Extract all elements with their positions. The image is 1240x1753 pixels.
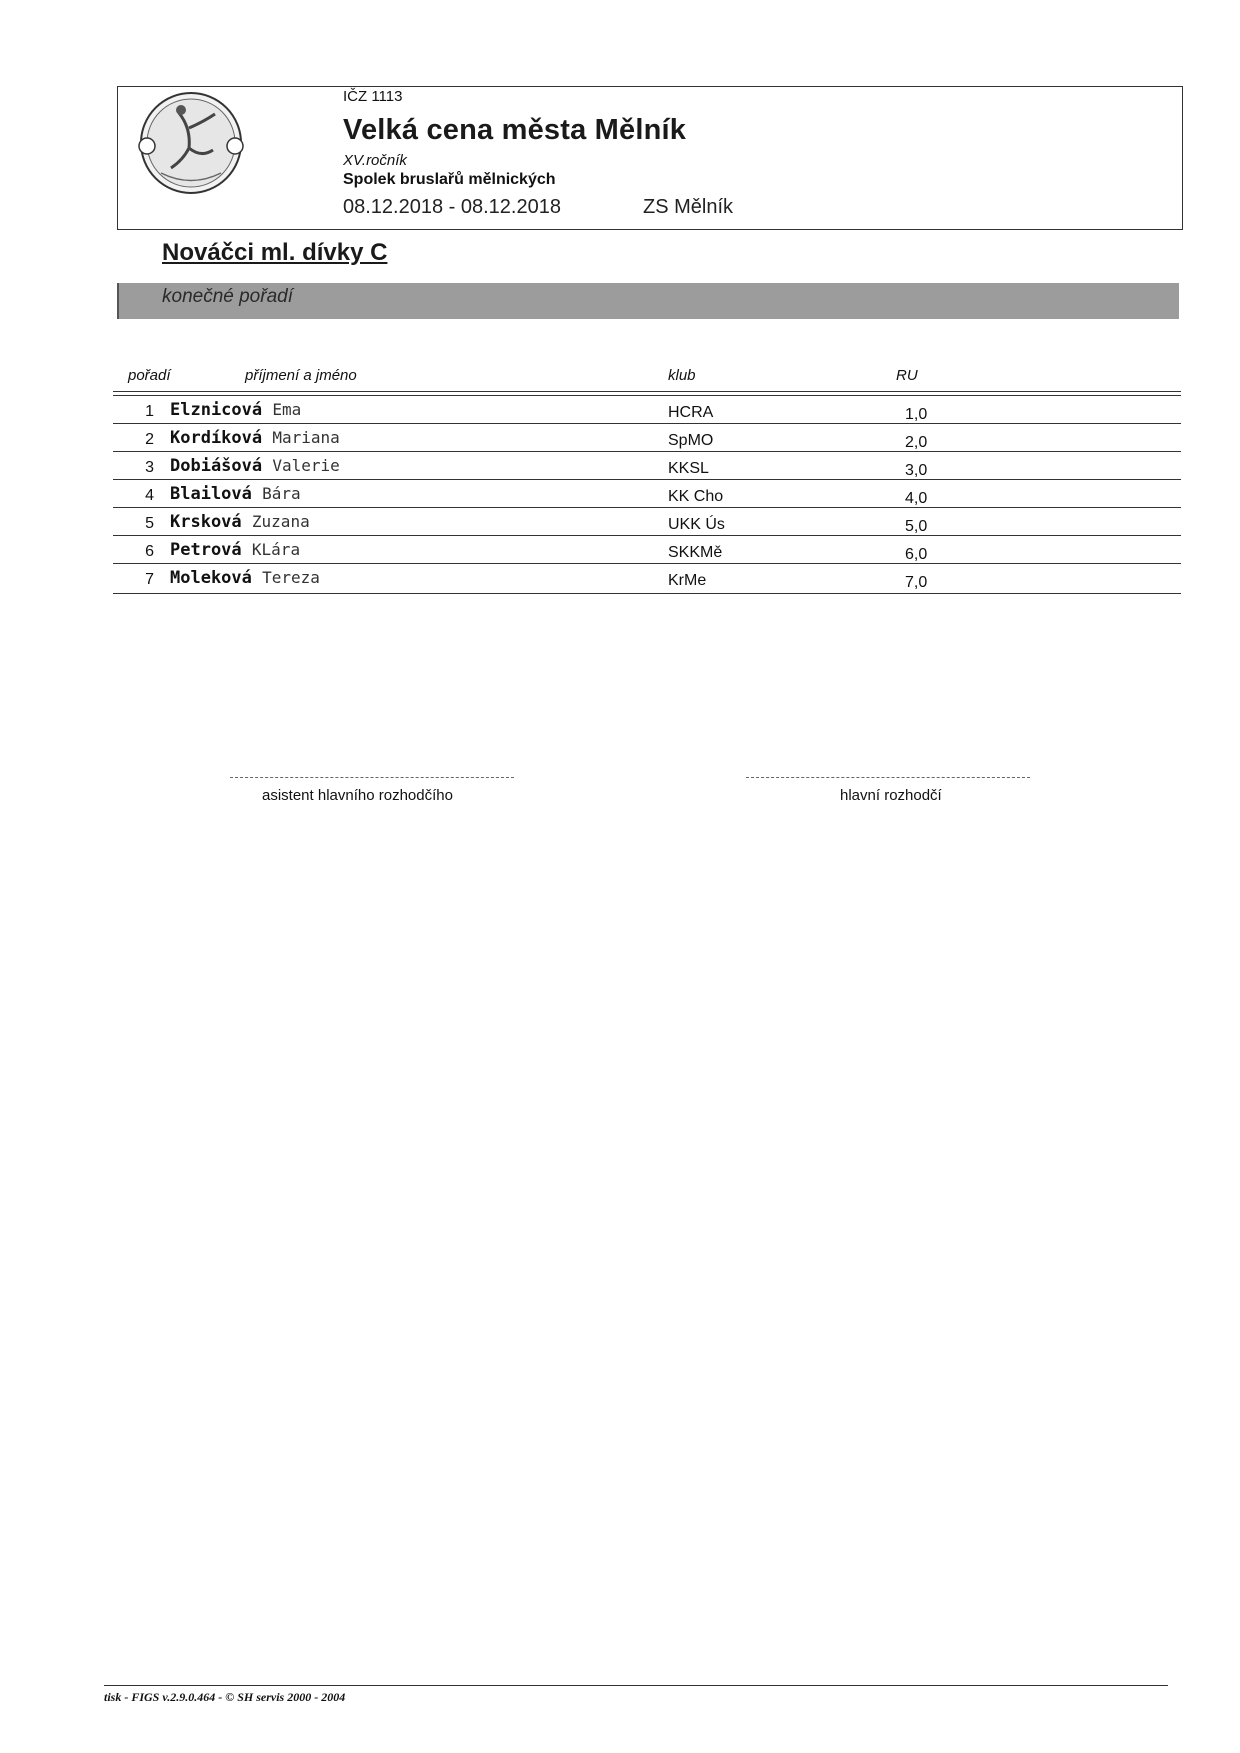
footer-rule [104, 1685, 1168, 1686]
surname: Dobiášová [170, 456, 263, 476]
ru-cell: 6,0 [905, 546, 928, 563]
club-logo [131, 88, 251, 198]
event-organizer: Spolek bruslařů mělnických [343, 171, 556, 188]
name-cell [170, 428, 340, 448]
rank-cell: 2 [145, 431, 154, 448]
table-row [113, 564, 1181, 592]
signature-line-right [746, 777, 1030, 778]
given-name: Ema [272, 400, 302, 419]
club-cell: UKK Ús [668, 516, 725, 533]
ru-cell: 1,0 [905, 406, 928, 423]
rank-cell: 4 [145, 487, 154, 504]
footer-credit: tisk - FIGS v.2.9.0.464 - © SH servis 2000 - 2004 [104, 1690, 346, 1704]
name-cell [170, 456, 340, 476]
name-cell [170, 540, 300, 560]
section-label: konečné pořadí [162, 286, 293, 307]
row-rule [113, 593, 1181, 594]
event-edition: XV.ročník [343, 152, 407, 169]
name-cell [170, 400, 301, 420]
surname: Petrová [170, 540, 242, 560]
club-cell: KrMe [668, 572, 707, 589]
column-header-ru: RU [896, 367, 918, 384]
surname: Krsková [170, 512, 242, 532]
ru-cell: 7,0 [905, 574, 928, 591]
column-header-rank: pořadí [128, 367, 171, 384]
given-name: Tereza [262, 568, 320, 587]
surname: Blailová [170, 484, 252, 504]
table-row [113, 424, 1181, 452]
rank-cell: 7 [145, 571, 154, 588]
club-cell: HCRA [668, 404, 714, 421]
signature-label-left: asistent hlavního rozhodčího [262, 787, 453, 804]
rank-cell: 5 [145, 515, 154, 532]
column-header-name: příjmení a jméno [245, 367, 357, 384]
name-cell [170, 484, 301, 504]
signature-line-left [230, 777, 514, 778]
name-cell [170, 512, 310, 532]
header-rule [113, 391, 1181, 392]
rank-cell: 1 [145, 403, 154, 420]
club-cell: SpMO [668, 432, 714, 449]
surname: Elznicová [170, 400, 263, 420]
event-dates: 08.12.2018 - 08.12.2018 [343, 196, 561, 218]
table-row [113, 508, 1181, 536]
table-row [113, 536, 1181, 564]
signature-label-right: hlavní rozhodčí [840, 787, 942, 804]
club-cell: SKKMě [668, 544, 723, 561]
event-venue: ZS Mělník [643, 196, 734, 218]
name-cell [170, 568, 320, 588]
ru-cell: 4,0 [905, 490, 928, 507]
ru-cell: 3,0 [905, 462, 928, 479]
given-name: Mariana [272, 428, 340, 447]
rank-cell: 3 [145, 459, 154, 476]
column-header-club: klub [668, 367, 696, 384]
surname: Moleková [170, 568, 252, 588]
given-name: Bára [262, 484, 301, 503]
table-row [113, 452, 1181, 480]
given-name: Valerie [272, 456, 340, 475]
rank-cell: 6 [145, 543, 154, 560]
ru-cell: 2,0 [905, 434, 928, 451]
event-title: Velká cena města Mělník [343, 114, 687, 146]
event-id: IČZ 1113 [343, 88, 403, 105]
table-row [113, 396, 1181, 424]
club-cell: KKSL [668, 460, 709, 477]
category-title: Nováčci ml. dívky C [162, 239, 388, 266]
ru-cell: 5,0 [905, 518, 928, 535]
given-name: KLára [251, 540, 301, 559]
surname: Kordíková [170, 428, 263, 448]
given-name: Zuzana [251, 512, 310, 531]
club-cell: KK Cho [668, 488, 724, 505]
table-row [113, 480, 1181, 508]
